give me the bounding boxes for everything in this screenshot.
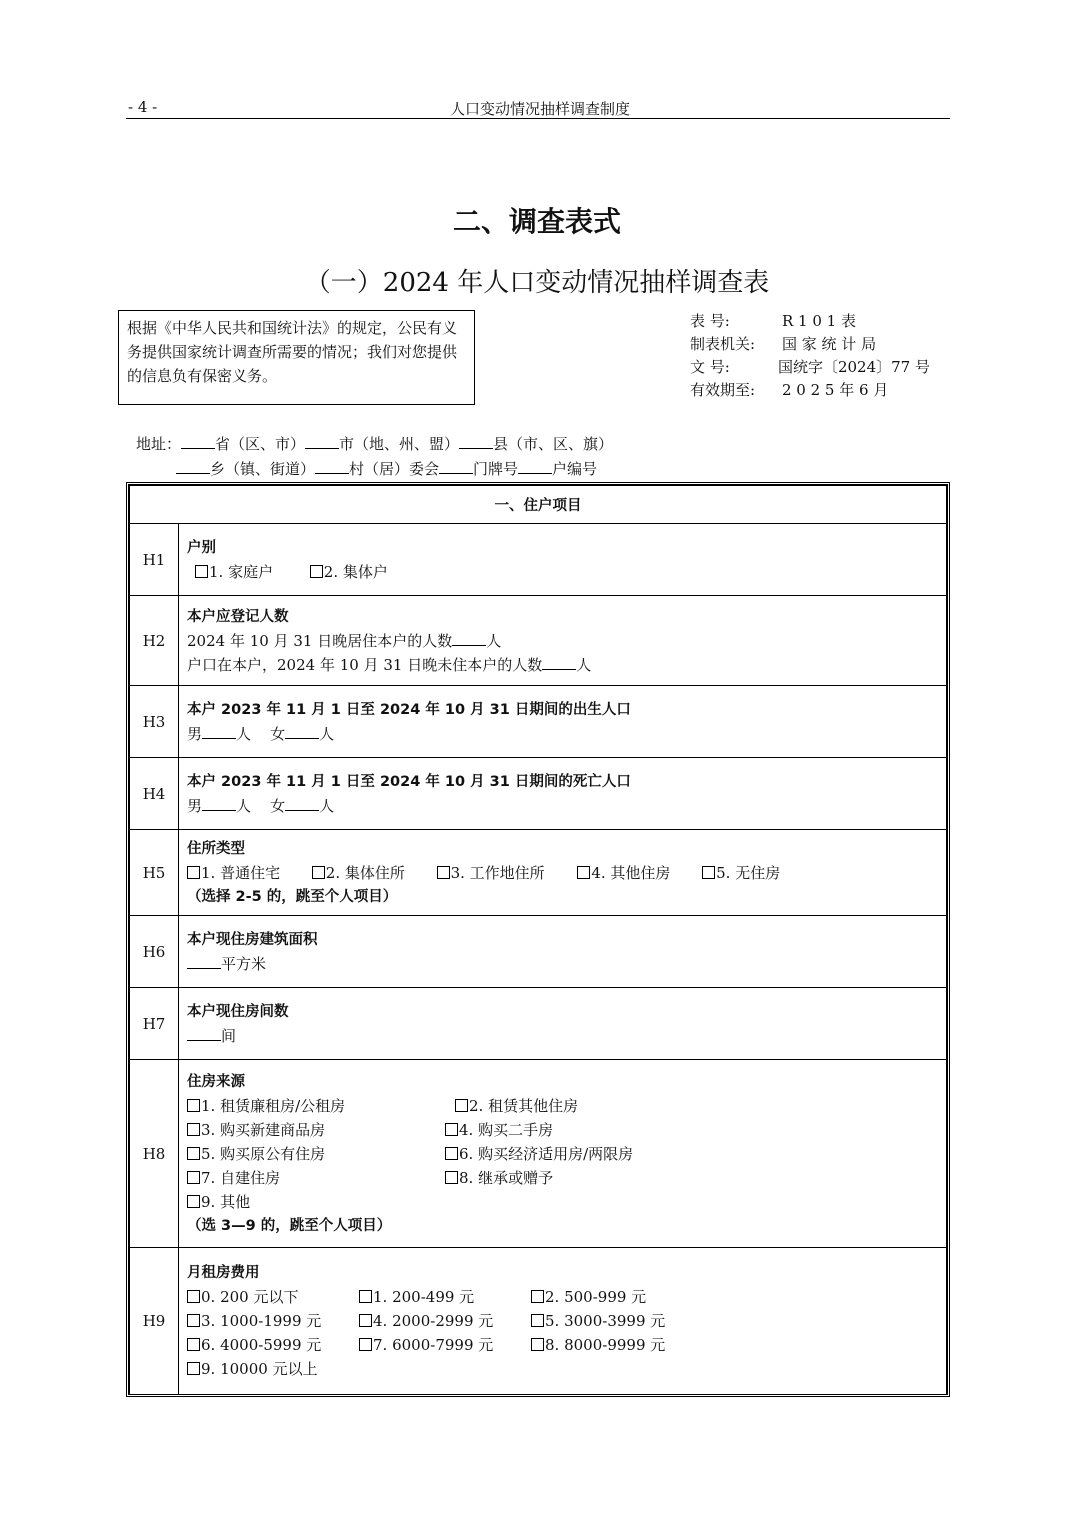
row-body (179, 1248, 947, 1395)
row-body (179, 830, 947, 916)
row-h4 (130, 758, 947, 830)
address-household-label: 户编号 (552, 460, 598, 478)
row-body: 本户现住房建筑面积 平方米 (179, 916, 947, 988)
address-label: 地址： (136, 435, 182, 453)
row-code: H5 (130, 830, 179, 916)
meta-org (690, 333, 930, 356)
question: 本户现住房间数 (187, 1003, 289, 1020)
row-body: 本户应登记人数 2024 年 10 月 31 日晚居住本户的人数 人 户口在本户，2024 年 10 月 31 日晚未住本户的人数 人 (179, 596, 947, 686)
question: 本户 2023 年 11 月 1 日至 2024 年 10 月 31 日期间的出生人口 (187, 701, 631, 718)
checkbox-icon[interactable] (187, 866, 200, 879)
row-h2 (130, 596, 947, 686)
option[interactable]: 4. 其他住房 (577, 861, 697, 885)
meta-value: 国 家 统 计 局 (782, 335, 877, 353)
blank-field[interactable] (285, 797, 319, 811)
checkbox-icon[interactable] (577, 866, 590, 879)
row-body: 本户现住房间数 间 (179, 988, 947, 1060)
address-line-1 (136, 432, 613, 457)
blank-field[interactable] (459, 435, 493, 449)
option[interactable]: 7. 自建住房 (187, 1166, 445, 1190)
option[interactable]: 1. 租赁廉租房/公租房 (187, 1094, 445, 1118)
meta-valid (690, 379, 930, 402)
blank-field[interactable] (315, 460, 349, 474)
option[interactable]: 6. 4000-5999 元 (187, 1333, 359, 1357)
meta-label: 有效期至: (690, 381, 756, 399)
question: 户别 (187, 539, 216, 556)
blank-field[interactable] (176, 460, 210, 474)
section-header-row (130, 486, 947, 524)
checkbox-icon[interactable] (312, 866, 325, 879)
question: 住房来源 (187, 1073, 245, 1090)
row-h3 (130, 686, 947, 758)
row-h9 (130, 1248, 947, 1395)
option[interactable]: 0. 200 元以下 (187, 1285, 359, 1309)
checkbox-icon[interactable] (187, 1099, 200, 1112)
checkbox-icon[interactable] (455, 1099, 468, 1112)
options-grid (187, 1094, 938, 1214)
checkbox-icon[interactable] (187, 1362, 200, 1375)
checkbox-icon[interactable] (531, 1290, 544, 1303)
row-body (179, 524, 947, 596)
address-town-label: 乡（镇、街道） (210, 460, 316, 478)
option[interactable]: 7. 6000-7999 元 (359, 1333, 531, 1357)
meta-value: 2 0 2 5 年 6 月 (782, 381, 889, 399)
row-body: 本户 2023 年 11 月 1 日至 2024 年 10 月 31 日期间的死亡人口 男 人 女 人 (179, 758, 947, 830)
option[interactable]: 1. 200-499 元 (359, 1285, 531, 1309)
header-rule (126, 118, 950, 119)
line-text: 户口在本户，2024 年 10 月 31 日晚未住本户的人数 (187, 655, 543, 674)
address-door-label: 门牌号 (473, 460, 519, 478)
option[interactable]: 4. 2000-2999 元 (359, 1309, 531, 1333)
page-number: - 4 - (128, 98, 158, 116)
option[interactable]: 8. 8000-9999 元 (531, 1333, 703, 1357)
option[interactable]: 5. 3000-3999 元 (531, 1309, 703, 1333)
checkbox-icon[interactable] (359, 1314, 372, 1327)
meta-label: 文 号: (690, 358, 730, 376)
legal-notice-box: 根据《中华人民共和国统计法》的规定，公民有义务提供国家统计调查所需要的情况；我们对您提供的信息负有保密义务。 (118, 310, 475, 405)
row-code: H2 (130, 596, 179, 686)
address-line-2 (136, 457, 613, 482)
question: 月租房费用 (187, 1265, 260, 1281)
blank-field[interactable] (305, 435, 339, 449)
meta-label: 制表机关: (690, 335, 756, 353)
running-header-title: 人口变动情况抽样调查制度 (449, 100, 630, 118)
checkbox-icon[interactable] (531, 1338, 544, 1351)
row-code: H1 (130, 524, 179, 596)
form-title: （一）2024 年人口变动情况抽样调查表 (304, 268, 770, 298)
checkbox-icon[interactable] (445, 1147, 458, 1160)
checkbox-icon[interactable] (187, 1123, 200, 1136)
blank-field[interactable] (439, 460, 473, 474)
row-h1 (130, 524, 947, 596)
meta-value: 国统字〔2024〕77 号 (777, 358, 930, 376)
line-text: 2024 年 10 月 31 日晚居住本户的人数 (187, 631, 453, 650)
section-title: 二、调查表式 (452, 205, 621, 238)
option[interactable]: 1. 家庭户 (195, 560, 305, 584)
row-code: H7 (130, 988, 179, 1060)
address-village-label: 村（居）委会 (349, 460, 440, 478)
option[interactable]: 2. 集体住所 (312, 861, 432, 885)
option[interactable]: 5. 无住房 (702, 861, 780, 885)
option[interactable]: 2. 集体户 (310, 560, 388, 584)
checkbox-icon[interactable] (310, 565, 323, 578)
checkbox-icon[interactable] (187, 1290, 200, 1303)
blank-field[interactable] (202, 797, 236, 811)
meta-table-no (690, 310, 930, 333)
meta-doc (690, 356, 930, 379)
row-h6 (130, 916, 947, 988)
checkbox-icon[interactable] (187, 1171, 200, 1184)
checkbox-icon[interactable] (187, 1314, 200, 1327)
checkbox-icon[interactable] (359, 1290, 372, 1303)
option[interactable]: 3. 1000-1999 元 (187, 1309, 359, 1333)
checkbox-icon[interactable] (445, 1123, 458, 1136)
checkbox-icon[interactable] (437, 866, 450, 879)
meta-label: 表 号: (690, 312, 730, 330)
checkbox-icon[interactable] (445, 1171, 458, 1184)
blank-field[interactable] (181, 435, 215, 449)
row-body (179, 1060, 947, 1248)
option[interactable]: 8. 继承或赠予 (445, 1166, 703, 1190)
blank-field[interactable] (187, 1027, 221, 1041)
section-header: 一、住户项目 (130, 486, 947, 524)
form-meta (690, 310, 930, 402)
blank-field[interactable] (542, 656, 576, 670)
row-body: 本户 2023 年 11 月 1 日至 2024 年 10 月 31 日期间的出生人口 男 人 女 人 (179, 686, 947, 758)
options-grid (187, 1285, 938, 1381)
checkbox-icon[interactable] (195, 565, 208, 578)
row-h7 (130, 988, 947, 1060)
option[interactable]: 2. 500-999 元 (531, 1285, 703, 1309)
skip-note: （选择 2-5 的，跳至个人项目） (187, 888, 398, 905)
household-form-table (126, 482, 950, 1397)
checkbox-icon[interactable] (187, 1147, 200, 1160)
checkbox-icon[interactable] (187, 1195, 200, 1208)
row-code: H8 (130, 1060, 179, 1248)
option[interactable]: 4. 购买二手房 (445, 1118, 703, 1142)
row-h5 (130, 830, 947, 916)
checkbox-icon[interactable] (187, 1338, 200, 1351)
option[interactable]: 6. 购买经济适用房/两限房 (445, 1142, 703, 1166)
blank-field[interactable] (285, 725, 319, 739)
address-county-label: 县（市、区、旗） (493, 435, 614, 453)
checkbox-icon[interactable] (359, 1338, 372, 1351)
option[interactable]: 3. 购买新建商品房 (187, 1118, 445, 1142)
checkbox-icon[interactable] (531, 1314, 544, 1327)
blank-field[interactable] (202, 725, 236, 739)
option[interactable]: 3. 工作地住所 (437, 861, 573, 885)
option[interactable]: 9. 10000 元以上 (187, 1357, 359, 1381)
option[interactable]: 5. 购买原公有住房 (187, 1142, 445, 1166)
row-code: H4 (130, 758, 179, 830)
row-code: H3 (130, 686, 179, 758)
option[interactable]: 1. 普通住宅 (187, 861, 307, 885)
meta-value: R 1 0 1 表 (782, 312, 856, 330)
address-city-label: 市（地、州、盟） (339, 435, 460, 453)
question: 本户现住房建筑面积 (187, 931, 318, 948)
row-h8 (130, 1060, 947, 1248)
question: 本户 2023 年 11 月 1 日至 2024 年 10 月 31 日期间的死亡人口 (187, 773, 631, 790)
address-province-label: 省（区、市） (215, 435, 306, 453)
skip-note: （选 3—9 的，跳至个人项目） (187, 1217, 392, 1234)
address-block (136, 432, 613, 482)
blank-field[interactable] (452, 632, 486, 646)
row-code: H6 (130, 916, 179, 988)
row-code: H9 (130, 1248, 179, 1395)
question: 本户应登记人数 (187, 608, 289, 625)
option[interactable]: 2. 租赁其他住房 (445, 1094, 703, 1118)
question: 住所类型 (187, 840, 245, 857)
checkbox-icon[interactable] (702, 866, 715, 879)
option[interactable]: 9. 其他 (187, 1190, 445, 1214)
blank-field[interactable] (518, 460, 552, 474)
blank-field[interactable] (187, 955, 221, 969)
